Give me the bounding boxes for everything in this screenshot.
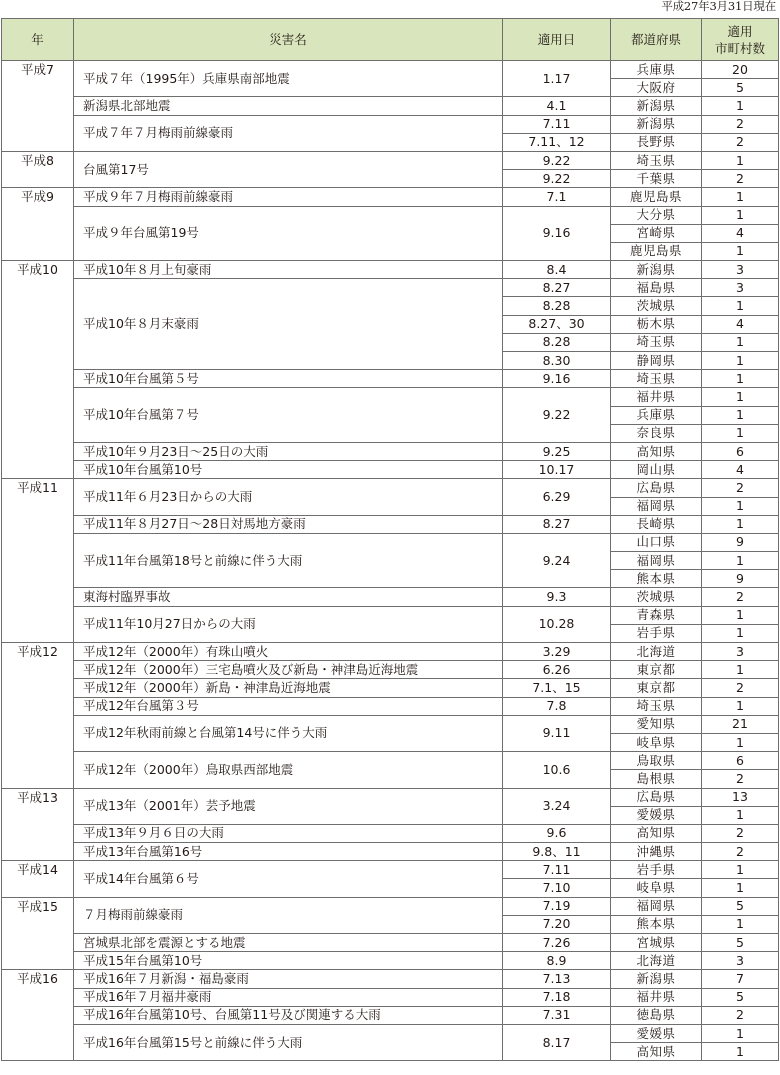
prefecture-cell: 茨城県 [611,588,702,606]
municipality-count-cell: 1 [702,733,779,751]
date-cell: 9.22 [503,151,611,169]
municipality-count-cell: 1 [702,370,779,388]
prefecture-cell: 徳島県 [611,1006,702,1024]
prefecture-cell: 熊本県 [611,915,702,933]
prefecture-cell: 福岡県 [611,497,702,515]
date-cell: 7.8 [503,697,611,715]
disaster-name-cell: 台風第17号 [74,151,503,187]
year-cell: 平成13 [2,788,74,861]
prefecture-cell: 岩手県 [611,624,702,642]
municipality-count-cell: 6 [702,442,779,460]
date-cell: 3.29 [503,643,611,661]
municipality-count-cell: 1 [702,151,779,169]
municipality-count-cell: 6 [702,752,779,770]
municipality-count-cell: 4 [702,315,779,333]
table-row [2,897,779,915]
prefecture-cell: 高知県 [611,824,702,842]
disaster-name-cell: 平成14年台風第６号 [74,861,503,897]
prefecture-cell: 高知県 [611,1043,702,1061]
prefecture-cell: 福岡県 [611,552,702,570]
municipality-count-cell: 1 [702,515,779,533]
municipality-count-cell: 1 [702,806,779,824]
date-cell: 10.28 [503,606,611,642]
disaster-name-cell: 平成12年（2000年）新島・神津島近海地震 [74,679,503,697]
table-row [2,934,779,952]
prefecture-cell: 鳥取県 [611,752,702,770]
municipality-count-cell: 9 [702,570,779,588]
prefecture-cell: 大阪府 [611,79,702,97]
municipality-count-cell: 2 [702,479,779,497]
municipality-count-cell: 1 [702,97,779,115]
disaster-name-cell: 平成12年（2000年）有珠山噴火 [74,643,503,661]
disaster-name-cell: 平成13年９月６日の大雨 [74,824,503,842]
disaster-name-cell: 平成12年秋雨前線と台風第14号に伴う大雨 [74,715,503,751]
date-cell: 9.11 [503,715,611,751]
disaster-name-cell: 平成13年（2001年）芸予地震 [74,788,503,824]
disaster-name-cell: 新潟県北部地震 [74,97,503,115]
date-cell: 7.10 [503,879,611,897]
date-cell: 8.27、30 [503,315,611,333]
municipality-count-cell: 1 [702,206,779,224]
prefecture-cell: 兵庫県 [611,406,702,424]
municipality-count-cell: 2 [702,133,779,151]
municipality-count-cell: 4 [702,461,779,479]
date-cell: 7.18 [503,988,611,1006]
municipality-count-cell: 2 [702,843,779,861]
table-row [2,588,779,606]
table-header [2,19,779,61]
disaster-name-cell: 平成12年（2000年）三宅島噴火及び新島・神津島近海地震 [74,661,503,679]
table-row [2,97,779,115]
year-cell: 平成12 [2,643,74,789]
municipality-count-cell: 2 [702,824,779,842]
disaster-name-cell: 平成13年台風第16号 [74,843,503,861]
year-cell: 平成16 [2,970,74,1061]
table-row [2,679,779,697]
header-disaster-name: 災害名 [74,19,503,61]
municipality-count-cell: 3 [702,952,779,970]
municipality-count-cell: 3 [702,279,779,297]
disaster-name-cell: 平成12年（2000年）鳥取県西部地震 [74,752,503,788]
table-row [2,442,779,460]
header-count-line1: 適用 [727,23,753,39]
municipality-count-cell: 1 [702,497,779,515]
date-cell: 3.24 [503,788,611,824]
prefecture-cell: 栃木県 [611,315,702,333]
municipality-count-cell: 20 [702,61,779,79]
prefecture-cell: 山口県 [611,533,702,551]
date-cell: 10.6 [503,752,611,788]
disaster-name-cell: 平成16年７月福井豪雨 [74,988,503,1006]
table-row [2,861,779,879]
date-cell: 7.19 [503,897,611,915]
table-row [2,279,779,297]
table-row [2,388,779,406]
table-row [2,952,779,970]
prefecture-cell: 沖縄県 [611,843,702,861]
prefecture-cell: 鹿児島県 [611,242,702,260]
municipality-count-cell: 2 [702,170,779,188]
table-row [2,515,779,533]
date-cell: 9.22 [503,170,611,188]
prefecture-cell: 高知県 [611,442,702,460]
prefecture-cell: 茨城県 [611,297,702,315]
prefecture-cell: 埼玉県 [611,151,702,169]
municipality-count-cell: 2 [702,588,779,606]
municipality-count-cell: 2 [702,770,779,788]
table-row [2,461,779,479]
table-row [2,188,779,206]
prefecture-cell: 長野県 [611,133,702,151]
disaster-name-cell: 平成11年10月27日からの大雨 [74,606,503,642]
year-cell: 平成15 [2,897,74,970]
table-row [2,261,779,279]
municipality-count-cell: 1 [702,333,779,351]
disaster-name-cell: 平成７年７月梅雨前線豪雨 [74,115,503,151]
municipality-count-cell: 1 [702,606,779,624]
prefecture-cell: 埼玉県 [611,697,702,715]
disaster-name-cell: 平成７年（1995年）兵庫県南部地震 [74,61,503,97]
municipality-count-cell: 1 [702,297,779,315]
year-cell: 平成8 [2,151,74,187]
disaster-name-cell: 平成11年台風第18号と前線に伴う大雨 [74,533,503,588]
table-row [2,988,779,1006]
disaster-name-cell: 平成９年台風第19号 [74,206,503,261]
date-cell: 6.26 [503,661,611,679]
municipality-count-cell: 21 [702,715,779,733]
municipality-count-cell: 4 [702,224,779,242]
municipality-count-cell: 5 [702,897,779,915]
date-cell: 9.8、11 [503,843,611,861]
prefecture-cell: 青森県 [611,606,702,624]
table-row [2,843,779,861]
header-prefecture: 都道府県 [611,19,702,61]
table-row [2,643,779,661]
municipality-count-cell: 2 [702,115,779,133]
date-cell: 7.31 [503,1006,611,1024]
table-body [2,61,779,1061]
header-date: 適用日 [503,19,611,61]
prefecture-cell: 愛媛県 [611,1024,702,1042]
prefecture-cell: 東京都 [611,661,702,679]
municipality-count-cell: 1 [702,1043,779,1061]
table-row [2,661,779,679]
municipality-count-cell: 13 [702,788,779,806]
disaster-name-cell: 平成12年台風第３号 [74,697,503,715]
prefecture-cell: 長崎県 [611,515,702,533]
date-cell: 9.24 [503,533,611,588]
as-of-date: 平成27年3月31日現在 [661,0,776,13]
prefecture-cell: 福井県 [611,388,702,406]
date-cell: 7.11 [503,115,611,133]
year-cell: 平成14 [2,861,74,897]
disaster-name-cell: 平成11年６月23日からの大雨 [74,479,503,515]
table-row [2,479,779,497]
table-row [2,370,779,388]
table-row [2,533,779,551]
year-cell: 平成11 [2,479,74,643]
prefecture-cell: 広島県 [611,788,702,806]
prefecture-cell: 愛媛県 [611,806,702,824]
municipality-count-cell: 1 [702,1024,779,1042]
disaster-name-cell: 平成10年台風第５号 [74,370,503,388]
municipality-count-cell: 7 [702,970,779,988]
header-year: 年 [2,19,74,61]
disaster-name-cell: 宮城県北部を震源とする地震 [74,934,503,952]
date-cell: 9.25 [503,442,611,460]
table-row [2,1024,779,1042]
prefecture-cell: 新潟県 [611,970,702,988]
year-cell: 平成7 [2,61,74,152]
prefecture-cell: 岩手県 [611,861,702,879]
prefecture-cell: 島根県 [611,770,702,788]
municipality-count-cell: 1 [702,915,779,933]
municipality-count-cell: 3 [702,643,779,661]
municipality-count-cell: 9 [702,533,779,551]
date-cell: 1.17 [503,61,611,97]
prefecture-cell: 奈良県 [611,424,702,442]
disaster-name-cell: 平成10年９月23日～25日の大雨 [74,442,503,460]
municipality-count-cell: 1 [702,697,779,715]
table-row [2,1006,779,1024]
municipality-count-cell: 1 [702,406,779,424]
date-cell: 9.16 [503,206,611,261]
table-row [2,715,779,733]
municipality-count-cell: 1 [702,879,779,897]
disaster-name-cell: 平成10年台風第７号 [74,388,503,443]
table-row [2,206,779,224]
municipality-count-cell: 1 [702,861,779,879]
prefecture-cell: 岡山県 [611,461,702,479]
date-cell: 8.30 [503,352,611,370]
municipality-count-cell: 1 [702,188,779,206]
year-cell: 平成9 [2,188,74,261]
prefecture-cell: 新潟県 [611,261,702,279]
date-cell: 8.27 [503,279,611,297]
prefecture-cell: 宮崎県 [611,224,702,242]
date-cell: 8.28 [503,297,611,315]
municipality-count-cell: 1 [702,552,779,570]
date-cell: 7.20 [503,915,611,933]
municipality-count-cell: 1 [702,388,779,406]
prefecture-cell: 北海道 [611,952,702,970]
date-cell: 9.6 [503,824,611,842]
date-cell: 9.16 [503,370,611,388]
prefecture-cell: 大分県 [611,206,702,224]
prefecture-cell: 福島県 [611,279,702,297]
date-cell: 7.26 [503,934,611,952]
date-cell: 8.4 [503,261,611,279]
municipality-count-cell: 5 [702,934,779,952]
prefecture-cell: 千葉県 [611,170,702,188]
municipality-count-cell: 2 [702,1006,779,1024]
prefecture-cell: 宮城県 [611,934,702,952]
disaster-table [1,18,779,1061]
date-cell: 9.3 [503,588,611,606]
prefecture-cell: 岐阜県 [611,733,702,751]
disaster-name-cell: 平成９年７月梅雨前線豪雨 [74,188,503,206]
table-row [2,606,779,624]
date-cell: 8.28 [503,333,611,351]
table-row [2,61,779,79]
municipality-count-cell: 1 [702,624,779,642]
table-row [2,151,779,169]
municipality-count-cell: 5 [702,79,779,97]
disaster-name-cell: ７月梅雨前線豪雨 [74,897,503,933]
municipality-count-cell: 1 [702,352,779,370]
prefecture-cell: 鹿児島県 [611,188,702,206]
table-row [2,970,779,988]
municipality-count-cell: 5 [702,988,779,1006]
prefecture-cell: 熊本県 [611,570,702,588]
date-cell: 8.27 [503,515,611,533]
municipality-count-cell: 1 [702,242,779,260]
header-row [2,19,779,61]
date-cell: 7.11 [503,861,611,879]
municipality-count-cell: 1 [702,424,779,442]
date-cell: 4.1 [503,97,611,115]
date-cell: 7.1、15 [503,679,611,697]
prefecture-cell: 愛知県 [611,715,702,733]
disaster-name-cell: 平成10年８月上旬豪雨 [74,261,503,279]
prefecture-cell: 兵庫県 [611,61,702,79]
disaster-name-cell: 平成16年台風第10号、台風第11号及び関連する大雨 [74,1006,503,1024]
prefecture-cell: 広島県 [611,479,702,497]
table-row [2,752,779,770]
disaster-name-cell: 平成10年８月末豪雨 [74,279,503,370]
prefecture-cell: 福井県 [611,988,702,1006]
prefecture-cell: 東京都 [611,679,702,697]
date-cell: 8.9 [503,952,611,970]
date-cell: 6.29 [503,479,611,515]
prefecture-cell: 新潟県 [611,115,702,133]
disaster-name-cell: 平成10年台風第10号 [74,461,503,479]
disaster-name-cell: 平成15年台風第10号 [74,952,503,970]
date-cell: 9.22 [503,388,611,443]
table-row [2,788,779,806]
prefecture-cell: 岐阜県 [611,879,702,897]
disaster-name-cell: 平成16年７月新潟・福島豪雨 [74,970,503,988]
prefecture-cell: 北海道 [611,643,702,661]
prefecture-cell: 新潟県 [611,97,702,115]
prefecture-cell: 埼玉県 [611,370,702,388]
prefecture-cell: 静岡県 [611,352,702,370]
table-row [2,824,779,842]
year-cell: 平成10 [2,261,74,479]
table-row [2,115,779,133]
municipality-count-cell: 3 [702,261,779,279]
disaster-name-cell: 東海村臨界事故 [74,588,503,606]
date-cell: 8.17 [503,1024,611,1060]
date-cell: 7.11、12 [503,133,611,151]
disaster-name-cell: 平成11年８月27日～28日対馬地方豪雨 [74,515,503,533]
date-cell: 7.13 [503,970,611,988]
municipality-count-cell: 1 [702,661,779,679]
disaster-name-cell: 平成16年台風第15号と前線に伴う大雨 [74,1024,503,1060]
prefecture-cell: 埼玉県 [611,333,702,351]
table-row [2,697,779,715]
date-cell: 7.1 [503,188,611,206]
header-count-line2: 市町村数 [714,40,765,56]
header-municipality-count [702,19,779,61]
municipality-count-cell: 2 [702,679,779,697]
prefecture-cell: 福岡県 [611,897,702,915]
date-cell: 10.17 [503,461,611,479]
